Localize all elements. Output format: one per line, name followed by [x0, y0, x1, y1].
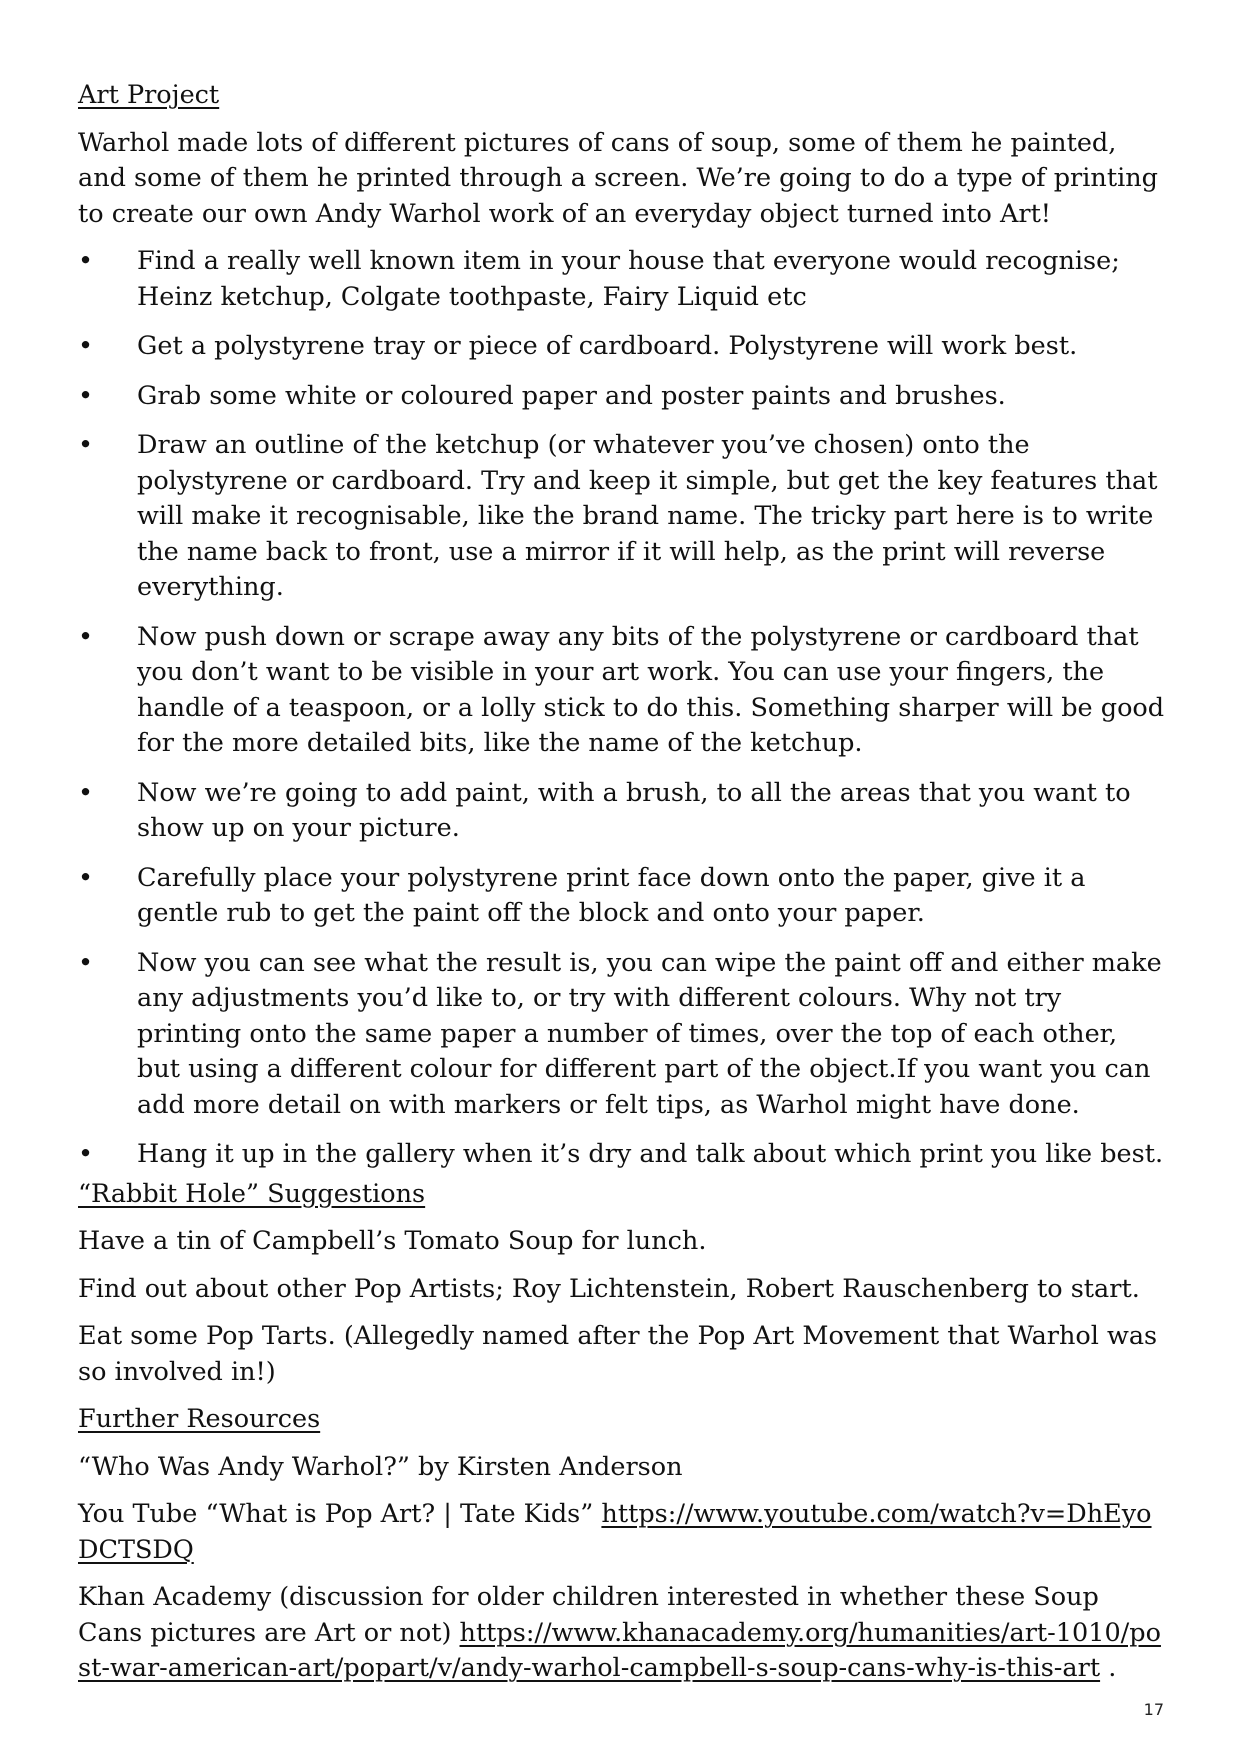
list-item	[78, 861, 1168, 932]
bullet-icon: •	[78, 947, 94, 978]
list-item	[78, 244, 1168, 315]
art-project-steps	[78, 244, 1168, 1173]
step-text: Find a really well known item in your house that everyone would recognise; Heinz ketchup, Colgate toothpaste, Fairy Liquid etc	[137, 246, 1120, 312]
youtube-link[interactable]: https://www.youtube.com/watch?v=DhEyoDCTSDQ	[78, 1499, 1152, 1565]
step-text: Now you can see what the result is, you can wipe the paint off and either make any adjustments you’d like to, or try with different colours. Why not try printing onto the same paper a number of times, over the top of each other, but using a different colour for different part of the object.If you want you can add more detail on with markers or felt tips, as Warhol might have done.	[137, 947, 1162, 1120]
list-item	[78, 946, 1168, 1124]
bullet-icon: •	[78, 777, 94, 808]
rabbit-hole-item: Find out about other Pop Artists; Roy Lichtenstein, Robert Rauschenberg to start.	[78, 1273, 1140, 1304]
step-text: Get a polystyrene tray or piece of cardboard. Polystyrene will work best.	[137, 331, 1078, 361]
step-text: Now we’re going to add paint, with a brush, to all the areas that you want to show up on your picture.	[137, 777, 1131, 843]
step-text: Carefully place your polystyrene print face down onto the paper, give it a gentle rub to get the paint off the block and onto your paper.	[137, 862, 1086, 928]
bullet-icon: •	[78, 621, 94, 652]
step-text: Hang it up in the gallery when it’s dry and talk about which print you like best.	[137, 1139, 1164, 1169]
resource-khan	[78, 1580, 1168, 1687]
bullet-icon: •	[78, 430, 94, 460]
resource-khan-suffix: .	[1108, 1653, 1117, 1683]
step-text: Grab some white or coloured paper and poster paints and brushes.	[137, 380, 1006, 411]
rabbit-hole-item: Eat some Pop Tarts. (Allegedly named after the Pop Art Movement that Warhol was so involved in!)	[78, 1321, 1158, 1387]
resource-khan-text: Khan Academy (discussion for older children interested in whether these Soup Cans pictures are Art or not)	[78, 1582, 1099, 1648]
list-item	[78, 428, 1168, 606]
rabbit-hole-heading: “Rabbit Hole” Suggestions	[78, 1178, 426, 1209]
list-item	[78, 1137, 1168, 1173]
list-item	[78, 329, 1168, 365]
bullet-icon: •	[78, 1139, 94, 1169]
list-item	[78, 776, 1168, 847]
bullet-icon: •	[78, 331, 94, 361]
resource-book: “Who Was Andy Warhol?” by Kirsten Anderson	[78, 1451, 683, 1482]
step-text: Now push down or scrape away any bits of the polystyrene or cardboard that you don’t want to be visible in your art work. You can use your fingers, the handle of a teaspoon, or a lolly stick to do this. Something sharper will be good for the more detailed bits, like the name of the ketchup.	[137, 621, 1165, 758]
step-text: Draw an outline of the ketchup (or whatever you’ve chosen) onto the polystyrene or cardboard. Try and keep it simple, but get the key features that will make it recognisable, like the brand name. The tricky part here is to write the name back to front, use a mirror if it will help, as the print will reverse everything.	[137, 430, 1158, 602]
list-item	[78, 620, 1168, 762]
bullet-icon: •	[78, 246, 94, 276]
bullet-icon: •	[78, 862, 94, 893]
resource-youtube	[78, 1497, 1168, 1568]
khan-academy-link[interactable]: https://www.khanacademy.org/humanities/art-1010/post-war-american-art/popart/v/andy-warhol-campbell-s-soup-cans-why-is-this-art	[78, 1617, 1161, 1683]
bullet-icon: •	[78, 380, 94, 411]
document-page	[78, 78, 1168, 1699]
art-project-intro: Warhol made lots of different pictures of cans of soup, some of them he painted, and some of them he printed through a screen. We’re going to do a type of printing to create our own Andy Warhol work of an everyday object turned into Art!	[78, 127, 1158, 229]
page-number: 17	[1143, 1700, 1164, 1719]
list-item	[78, 379, 1168, 415]
further-resources-heading: Further Resources	[78, 1404, 321, 1434]
resource-youtube-text: You Tube “What is Pop Art? | Tate Kids”	[78, 1499, 594, 1529]
rabbit-hole-item: Have a tin of Campbell’s Tomato Soup for lunch.	[78, 1226, 707, 1256]
art-project-heading: Art Project	[78, 80, 220, 110]
